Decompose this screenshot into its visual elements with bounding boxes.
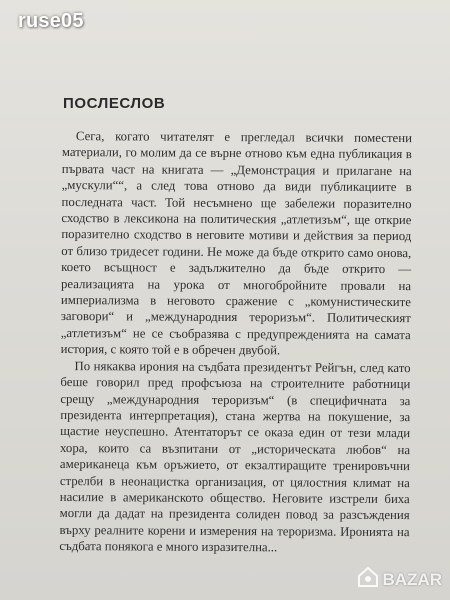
paragraph-1: Сега, когато читателят е прегледал всички поместени материали, го молим да се върне отново към една публикация в първата част на книгата — „Демонстрация и прилагане на „мускули““, а след това отново да види публикациите в последната част. Той несъмнено ще забележи поразително сходство в лексикона на политическия „атлетизъм“, ще открие поразително сходство в неговите мотиви и действия за период от близо тридесет години. Не може да бъде открито само онова, което всъщност е задължително да бъде открито — реализацията на урока от многобройните провали на империализма в неговото сражение с „комунистическите заговори“ и „международния тероризъм“. Политическият „атлетизъм“ не се съобразява с предупрежденията на самата история, с която той е в обречен двубой.	[60, 129, 412, 358]
brand-logo-icon	[356, 565, 380, 594]
site-watermark: ruse05	[18, 10, 84, 32]
paragraph-2: По някаква ирония на съдбата президентът Рейгън, след като беше говорил пред профсъюза на строителните работници срещу „международния тероризъм“ (в специфичната за президента интерпретация), стана жертва на покушение, за щастие неуспешно. Атентаторът се оказа един от тези млади хора, които са възпитани от „историческата любов“ на американеца към оръжието, от екзалтиращите тренировъчни стрелби в неонацистка организация, от цялостния климат на насилие в американското общество. Неговите изстрели биха могли да дадат на президента солиден повод за разсъждения върху реалните корени и измерения на тероризма. Иронията на съдбата понякога е много изразителна...	[59, 358, 411, 555]
brand-name: BAZAR	[382, 569, 442, 589]
body-text	[59, 128, 412, 557]
chapter-heading: ПОСЛЕСЛОВ	[63, 95, 166, 112]
brand-watermark	[356, 565, 443, 594]
